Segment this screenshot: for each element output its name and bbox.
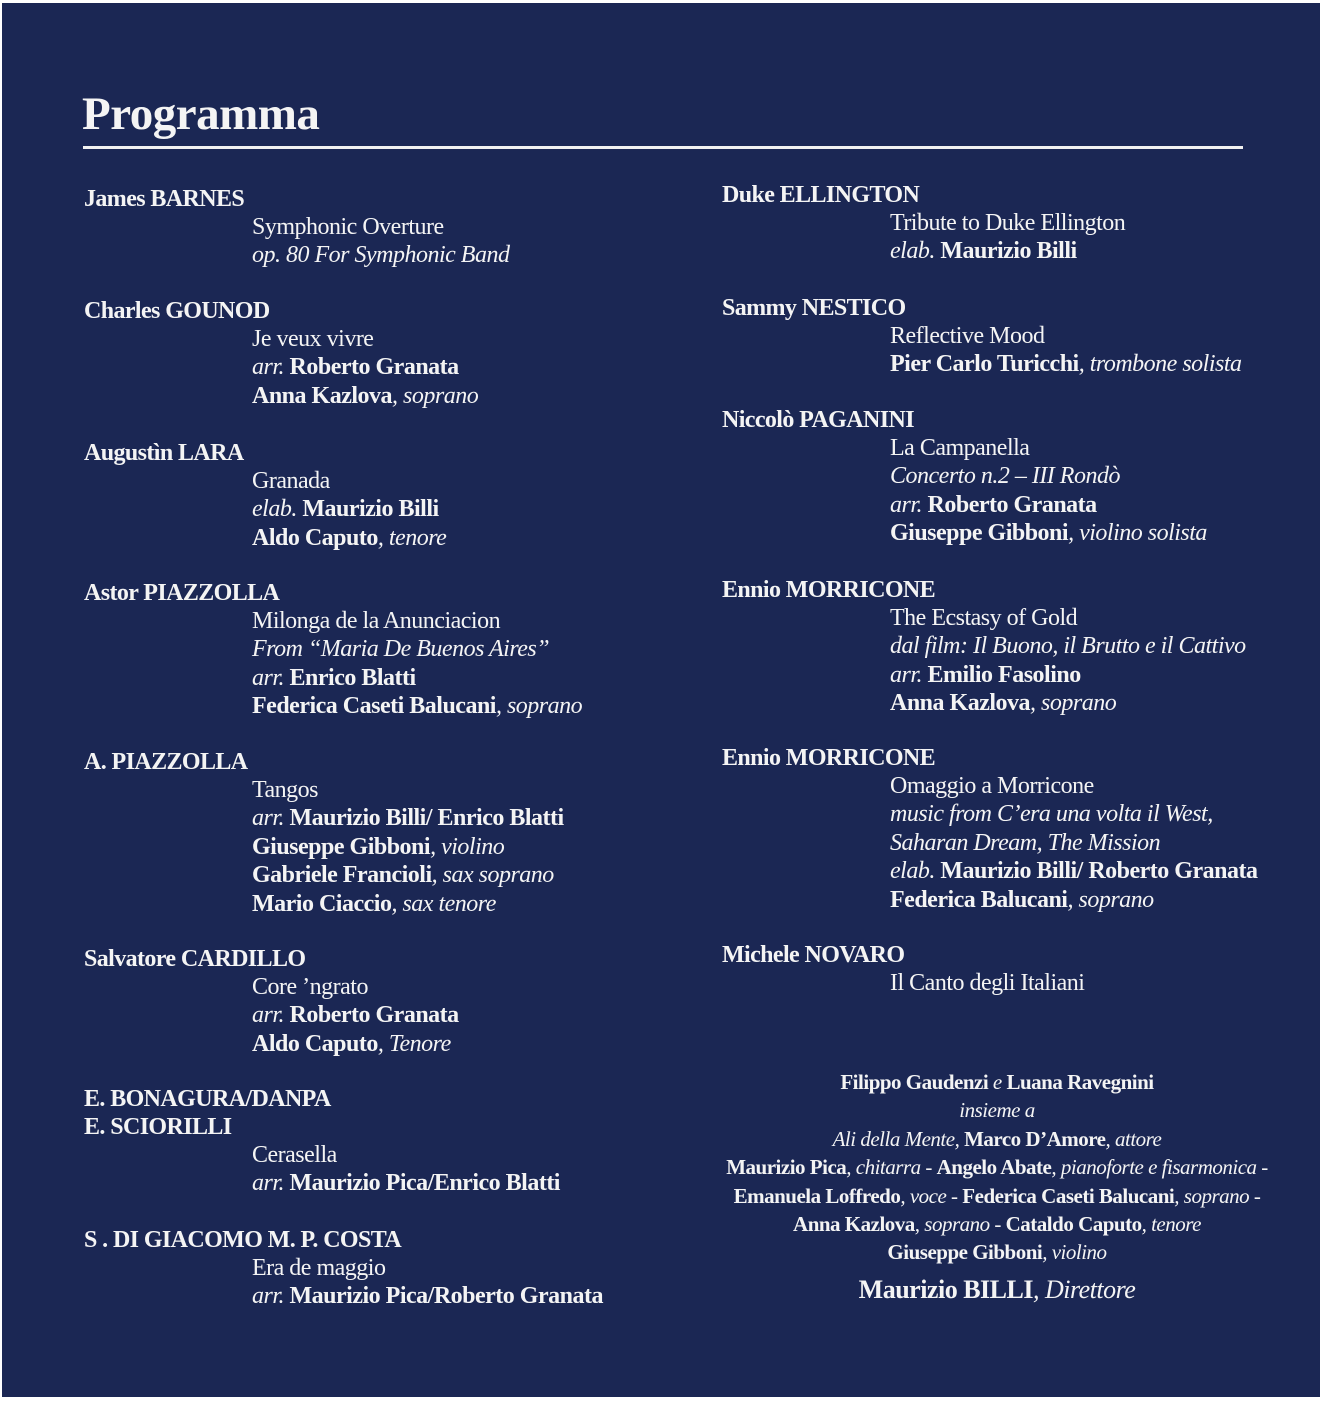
entry-line [890,886,1257,914]
performer-name: Maurizio Billi [302,496,439,523]
entry-line [890,969,1084,997]
entry-line [252,635,582,663]
entry-line [890,462,1207,490]
composer-name: S . DI GIACOMO M. P. COSTA [84,1227,402,1253]
performer-name: Emanuela Loffredo [733,1183,901,1208]
italic-text: arr. [890,491,928,518]
composer-name: Ennio MORRICONE [722,745,936,771]
credit-line [642,1125,1324,1153]
entry-line [890,237,1125,265]
entry-line [890,350,1242,378]
italic-text: arr. [252,1002,290,1029]
performer-name: Enrico Blatti [289,664,416,691]
performer-name: Angelo Abate [936,1155,1052,1180]
performer-name: Maurizio Billi/ Roberto Granata [940,858,1258,885]
entry-line [252,1254,603,1282]
performer-name: Filippo Gaudenzi [840,1070,993,1094]
performer-name: Pier Carlo Turicchi [890,351,1079,378]
entry-line [252,1282,603,1310]
director-line [642,1273,1324,1307]
performer-name: Giuseppe Gibboni [887,1240,1043,1265]
piece-title: The Ecstasy of Gold [890,605,1078,631]
performer-name: Giuseppe Gibboni [890,520,1069,547]
entry-line [252,776,564,804]
italic-text: , trombone solista [1078,351,1242,378]
performer-name: Emilio Fasolino [927,661,1081,688]
performer-name: Giuseppe Gibboni [252,833,431,860]
entry-line [252,692,582,720]
performer-name: Maurizio Billi [940,238,1077,265]
entry-line [890,434,1207,462]
italic-text: Saharan Dream, The Mission [890,829,1161,856]
program-entry [722,406,1207,548]
entry-line [252,213,509,241]
entry-line [890,661,1246,689]
credit-line [642,1096,1324,1124]
piece-title: Cerasella [252,1142,337,1168]
piece-title: Milonga de la Anunciacion [252,608,501,634]
entry-line [252,607,582,635]
program-entry [84,1226,603,1311]
composer-name: E. BONAGURA/DANPA [84,1086,331,1112]
entry-line [890,772,1257,800]
italic-text: , Direttore [1032,1274,1136,1304]
italic-text: , pianoforte e fisarmonica - [1051,1155,1268,1180]
performer-name: Marco D’Amore [964,1126,1106,1151]
performer-name: Anna Kazlova [252,382,393,409]
italic-text: op. 80 For Symphonic Band [252,242,510,269]
entry-line [890,491,1207,519]
entry-line [252,524,446,552]
italic-text: , attore [1105,1126,1162,1151]
italic-text: elab. [252,496,303,523]
composer-name: Sammy NESTICO [722,295,906,321]
program-entry [722,181,1125,266]
italic-text: e [992,1070,1007,1094]
italic-text: arr. [252,1170,290,1197]
italic-text: , tenore [1141,1212,1201,1237]
italic-text: , violino [430,833,505,860]
italic-text: , soprano - [1174,1183,1261,1208]
italic-text: dal film: Il Buono, il Brutto e il Cattivo [890,633,1246,660]
program-entry [722,744,1257,914]
composer-name: E. SCIORILLI [84,1114,232,1140]
entry-line [252,890,564,918]
program-entry [84,439,446,552]
performer-name: Maurizio Pica/Enrico Blatti [289,1170,560,1197]
performer-name: Maurizio Pica/Roberto Granata [289,1283,603,1310]
program-entry [722,294,1242,379]
entry-line [252,861,564,889]
piece-title: Granada [252,468,330,494]
composer-name: Duke ELLINGTON [722,182,920,208]
entry-line [890,857,1257,885]
program-entry [722,941,1084,997]
entry-line [252,833,564,861]
entry-line [252,1169,560,1197]
entry-line [890,519,1207,547]
performer-name: Maurizio BILLI [858,1274,1033,1304]
credit-line [642,1210,1324,1238]
performer-name: Luana Ravegnini [1006,1070,1154,1094]
italic-text: , sax tenore [391,890,496,917]
italic-text: , soprano [1030,690,1117,717]
entry-line [252,241,509,269]
performer-name: Maurizio Billi/ Enrico Blatti [289,805,564,832]
italic-text: , soprano [1067,886,1154,913]
italic-text: , soprano [392,382,479,409]
credit-line [642,1238,1324,1266]
entry-line [252,804,564,832]
italic-text: , voce - [900,1183,963,1208]
program-entry [84,579,582,721]
piece-title: Reflective Mood [890,323,1045,349]
piece-title: Il Canto degli Italiani [890,970,1085,996]
composer-name: Augustìn LARA [84,440,244,466]
entry-line [252,495,446,523]
performer-name: Aldo Caputo [252,524,378,551]
italic-text: arr. [252,1283,290,1310]
italic-text: , violino solista [1068,520,1207,547]
composer-name: Niccolò PAGANINI [722,407,914,433]
program-entry [84,748,564,918]
composer-name: James BARNES [84,186,245,212]
entry-line [890,800,1257,828]
credit-line [642,1068,1324,1096]
program-entry [84,1085,560,1198]
piece-title: Tangos [252,777,318,803]
entry-line [252,973,459,1001]
performer-name: Anna Kazlova [793,1212,915,1237]
composer-name: Astor PIAZZOLLA [84,580,280,606]
entry-line [890,829,1257,857]
program-entry [722,576,1246,718]
entry-line [252,325,478,353]
italic-text: , sax soprano [431,862,554,889]
italic-text: , soprano [495,693,583,720]
italic-text: arr. [252,664,290,691]
performer-name: Aldo Caputo [252,1030,378,1057]
performer-name: Anna Kazlova [890,690,1031,717]
entry-line [252,1030,459,1058]
program-page [2,3,1320,1397]
italic-text: elab. [890,858,941,885]
italic-text: , soprano - [914,1212,1006,1237]
program-entry [84,185,509,270]
italic-text: Concerto n.2 – III Rondò [890,463,1120,490]
entry-line [252,467,446,495]
performer-name: Mario Ciaccio [252,890,392,917]
piece-title: Je veux vivre [252,326,374,352]
performer-name: Federica Caseti Balucani [962,1183,1175,1208]
piece-title: Omaggio a Morricone [890,773,1094,799]
italic-text: Ali della Mente, [832,1126,965,1151]
entry-line [890,209,1125,237]
program-entry [84,945,459,1058]
performer-name: Roberto Granata [289,1002,459,1029]
performer-name: Federica Balucani [890,886,1068,913]
performer-name: Federica Caseti Balucani [252,693,496,720]
performer-name: Roberto Granata [927,491,1097,518]
page-title: Programma [82,88,320,140]
entry-line [252,353,478,381]
piece-title: Symphonic Overture [252,214,444,240]
italic-text: music from C’era una volta il West, [890,801,1213,828]
composer-name: Charles GOUNOD [84,298,270,324]
performer-name: Cataldo Caputo [1005,1212,1142,1237]
italic-text: arr. [252,354,290,381]
italic-text: , tenore [377,524,447,551]
credit-line [642,1182,1324,1210]
entry-line [890,604,1246,632]
italic-text: arr. [252,805,290,832]
performer-name: Maurizio Pica [726,1155,847,1180]
entry-line [890,322,1242,350]
entry-line [890,689,1246,717]
performer-name: Roberto Granata [289,354,459,381]
piece-title: Core ’ngrato [252,974,368,1000]
program-entry [84,297,478,410]
entry-line [252,382,478,410]
title-underline [83,146,1243,149]
entry-line [252,664,582,692]
performer-name: Gabriele Francioli [252,862,432,889]
piece-title: La Campanella [890,435,1030,461]
entry-line [252,1001,459,1029]
composer-name: Salvatore CARDILLO [84,946,306,972]
composer-name: A. PIAZZOLLA [84,749,248,775]
credit-line [642,1153,1324,1181]
entry-line [890,632,1246,660]
performers-credits [642,1068,1324,1307]
composer-name: Ennio MORRICONE [722,577,936,603]
italic-text: , violino [1042,1240,1107,1265]
italic-text: From “Maria De Buenos Aires” [252,636,550,663]
entry-line [252,1141,560,1169]
italic-text: , chitarra - [846,1155,937,1180]
italic-text: insieme a [959,1098,1035,1123]
piece-title: Era de maggio [252,1255,386,1281]
credit-lines [642,1068,1324,1267]
piece-title: Tribute to Duke Ellington [890,210,1126,236]
composer-name: Michele NOVARO [722,942,905,968]
italic-text: arr. [890,661,928,688]
italic-text: , Tenore [377,1030,451,1057]
italic-text: elab. [890,238,941,265]
